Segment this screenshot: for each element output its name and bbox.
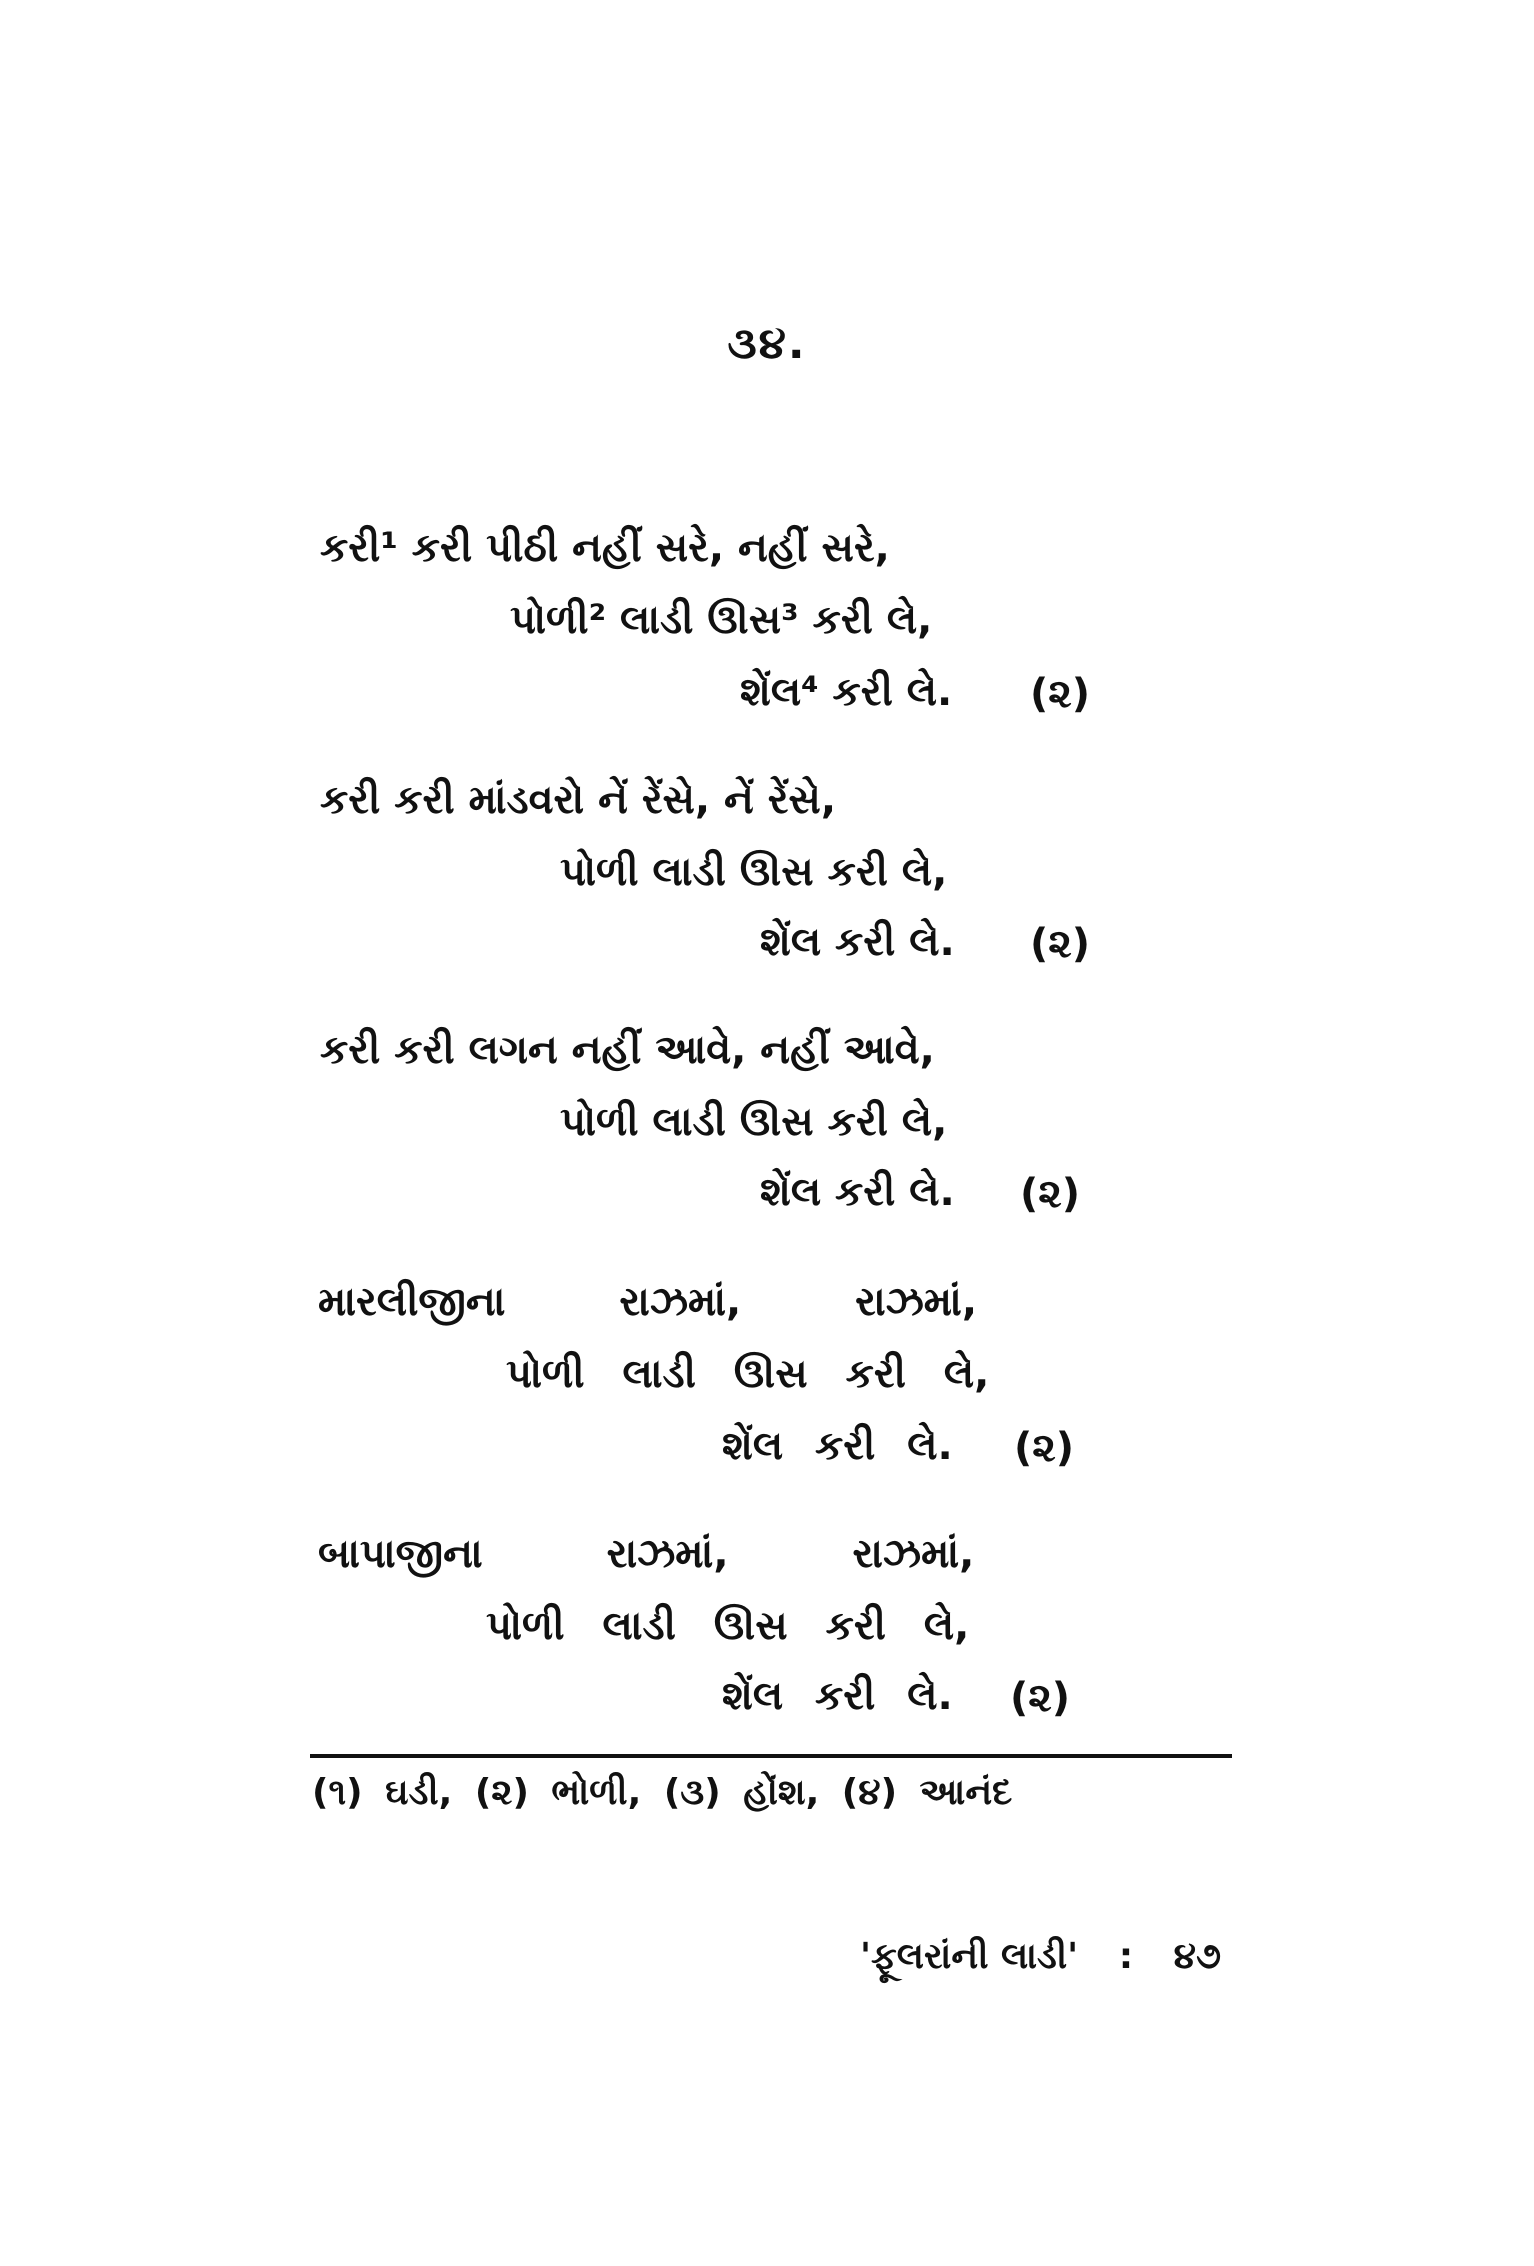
stanza-4-refrain: (૨) (1014, 1425, 1075, 1471)
footnote-divider (310, 1754, 1232, 1758)
stanza-4-line-2: પોળી લાડી ઊસ કરી લે, (506, 1351, 990, 1397)
stanza-5-line-3: શેંલ કરી લે. (722, 1673, 953, 1719)
stanza-4-line-1: મારલીજીના રાઝમાં, રાઝમાં, (318, 1279, 978, 1325)
footer-separator: : (1118, 1936, 1134, 1977)
page-footer (860, 1936, 1221, 1978)
song-number: ૩૪. (727, 318, 807, 369)
stanza-1-line-2: પોળી² લાડી ઊસ³ કરી લે, (510, 597, 933, 643)
footnotes: (૧) ઘડી, (૨) ભોળી, (૩) હોંશ, (૪) આનંદ (312, 1772, 1013, 1813)
stanza-2-line-2: પોળી લાડી ઊસ કરી લે, (560, 849, 948, 895)
stanza-5-refrain: (૨) (1010, 1675, 1071, 1721)
stanza-4-line-3: શેંલ કરી લે. (722, 1423, 953, 1469)
stanza-5-line-2: પોળી લાડી ઊસ કરી લે, (486, 1603, 970, 1649)
stanza-3-refrain: (૨) (1020, 1171, 1081, 1217)
stanza-2-line-1: કરી કરી માંડવરો નેં રેંસે, નેં રેંસે, (320, 777, 837, 823)
stanza-2-refrain: (૨) (1030, 921, 1091, 967)
stanza-3-line-2: પોળી લાડી ઊસ કરી લે, (560, 1099, 948, 1145)
stanza-1-line-3: શેંલ⁴ કરી લે. (740, 669, 953, 715)
stanza-5-line-1: બાપાજીના રાઝમાં, રાઝમાં, (318, 1531, 975, 1577)
stanza-1-line-1: કરી¹ કરી પીઠી નહીં સરે, નહીં સરે, (320, 525, 890, 571)
stanza-2-line-3: શેંલ કરી લે. (760, 919, 955, 965)
stanza-1-refrain: (૨) (1030, 671, 1091, 717)
stanza-3-line-1: કરી કરી લગન નહીં આવે, નહીં આવે, (320, 1027, 935, 1073)
book-title: 'ફૂલરાંની લાડી' (860, 1936, 1079, 1977)
page-number: ૪૭ (1173, 1936, 1221, 1977)
stanza-3-line-3: શેંલ કરી લે. (760, 1169, 955, 1215)
